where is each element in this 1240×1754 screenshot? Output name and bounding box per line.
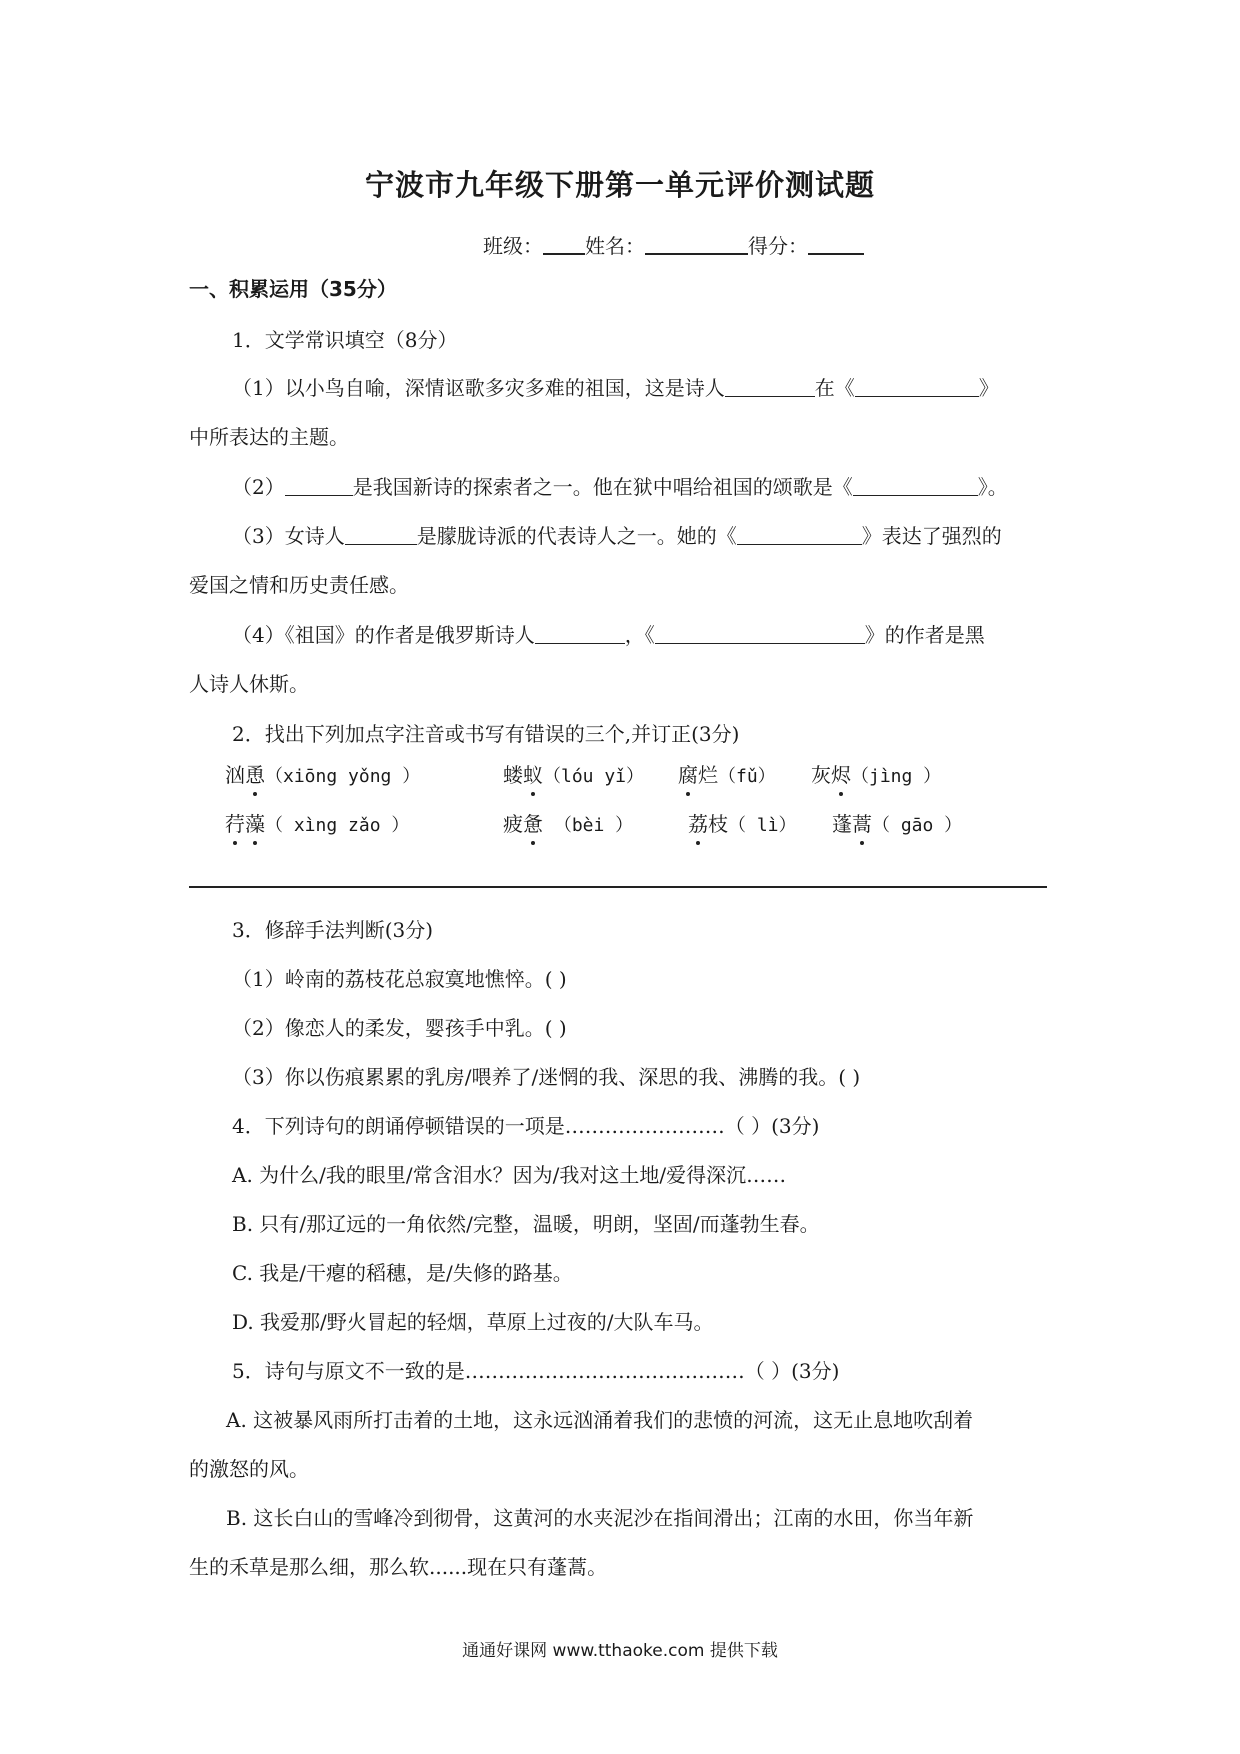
q2-dotted-char: 藻 bbox=[245, 812, 265, 836]
q3-item-2: （2）像恋人的柔发，婴孩手中乳。( ) bbox=[232, 1016, 567, 1040]
q2-item bbox=[503, 765, 644, 786]
q1-part3 bbox=[232, 526, 1002, 546]
q2-dotted-char: 腐 bbox=[678, 763, 698, 787]
q1-part4 bbox=[232, 625, 985, 645]
q2-char: 蝼 bbox=[503, 763, 523, 787]
q3-item-1: （1）岭南的荔枝花总寂寞地憔悴。( ) bbox=[232, 967, 567, 991]
q1-p2-text-b: 是我国新诗的探索者之一。他在狱中唱给祖国的颂歌是《 bbox=[352, 475, 853, 499]
q1-p3-text-b: 是朦胧诗派的代表诗人之一。她的《 bbox=[416, 524, 737, 548]
class-blank[interactable] bbox=[543, 233, 585, 255]
q4-option-a: A. 为什么/我的眼里/常含泪水？因为/我对这土地/爱得深沉…… bbox=[232, 1163, 787, 1187]
q4-option-d: D. 我爱那/野火冒起的轻烟，草原上过夜的/大队车马。 bbox=[232, 1310, 714, 1334]
q1-part2 bbox=[232, 477, 1008, 497]
q2-item bbox=[811, 765, 941, 786]
name-label: 姓名： bbox=[585, 234, 645, 258]
q2-dotted-char: 惫 bbox=[523, 812, 543, 836]
q2-item bbox=[678, 765, 776, 786]
q2-char: 烂 bbox=[698, 763, 718, 787]
q1-p1-poet-blank[interactable] bbox=[725, 378, 815, 397]
q2-item bbox=[832, 814, 962, 835]
q1-p2-text-a: （2） bbox=[232, 475, 285, 499]
q4-option-b: B. 只有/那辽远的一角依然/完整，温暖，明朗，坚固/而蓬勃生春。 bbox=[232, 1212, 820, 1236]
q2-stem: 2．找出下列加点字注音或书写有错误的三个,并订正(3分) bbox=[232, 722, 740, 746]
q1-part4-cont: 人诗人休斯。 bbox=[189, 672, 309, 696]
q1-p2-text-c: 》。 bbox=[977, 475, 1008, 499]
q2-pinyin: （xiōng yǒng ） bbox=[265, 766, 421, 787]
score-blank[interactable] bbox=[808, 233, 864, 255]
q2-pinyin: （jìng ） bbox=[851, 766, 942, 787]
q2-item bbox=[503, 814, 633, 835]
q2-item bbox=[225, 814, 409, 835]
q1-p4-poet-blank[interactable] bbox=[535, 625, 625, 644]
q2-char: 蓬 bbox=[832, 812, 852, 836]
q1-part1 bbox=[232, 378, 999, 398]
q2-char: 汹 bbox=[225, 763, 245, 787]
q1-p3-text-c: 》表达了强烈的 bbox=[861, 524, 1002, 548]
q2-pinyin: （bèi ） bbox=[543, 815, 634, 836]
q5-stem: 5．诗句与原文不一致的是……………………………………（ ）(3分) bbox=[232, 1359, 840, 1383]
q2-dotted-char: 恿 bbox=[245, 763, 265, 787]
q2-pinyin: （ xìng zǎo ） bbox=[265, 815, 410, 836]
q2-answer-line[interactable] bbox=[189, 886, 1047, 888]
section-heading: 一、积累运用（35分） bbox=[189, 277, 397, 301]
q1-part1-cont: 中所表达的主题。 bbox=[189, 425, 349, 449]
q1-p4-poem-blank[interactable] bbox=[655, 625, 865, 644]
q1-p1-text-a: （1）以小鸟自喻，深情讴歌多灾多难的祖国，这是诗人 bbox=[232, 376, 725, 400]
q1-p3-text-a: （3）女诗人 bbox=[232, 524, 345, 548]
q3-stem: 3．修辞手法判断(3分) bbox=[232, 918, 434, 942]
q1-p3-poet-blank[interactable] bbox=[345, 526, 417, 545]
q2-dotted-char: 荔 bbox=[688, 812, 708, 836]
q5-option-b-cont: 生的禾草是那么细，那么软......现在只有蓬蒿。 bbox=[189, 1555, 608, 1579]
q2-dotted-char: 蚁 bbox=[523, 763, 543, 787]
student-info-line bbox=[483, 230, 864, 259]
class-label: 班级： bbox=[483, 234, 543, 258]
q2-pinyin: （lóu yǐ） bbox=[543, 766, 645, 787]
q2-dotted-char: 荇 bbox=[225, 812, 245, 836]
q1-p1-poem-blank[interactable] bbox=[855, 378, 979, 397]
q1-p2-poet-blank[interactable] bbox=[285, 477, 353, 496]
q1-part3-cont: 爱国之情和历史责任感。 bbox=[189, 573, 409, 597]
page-title: 宁波市九年级下册第一单元评价测试题 bbox=[364, 168, 875, 202]
q3-item-3: （3）你以伤痕累累的乳房/喂养了/迷惘的我、深思的我、沸腾的我。( ) bbox=[232, 1065, 861, 1089]
q4-stem: 4．下列诗句的朗诵停顿错误的一项是……………………（ ）(3分) bbox=[232, 1114, 820, 1138]
q2-char: 灰 bbox=[811, 763, 831, 787]
q5-option-b: B. 这长白山的雪峰冷到彻骨，这黄河的水夹泥沙在指间滑出；江南的水田，你当年新 bbox=[226, 1506, 974, 1530]
q4-option-c: C. 我是/干瘪的稻穗，是/失修的路基。 bbox=[232, 1261, 573, 1285]
q1-p1-text-b: 在《 bbox=[814, 376, 855, 400]
q1-p4-text-b: ，《 bbox=[624, 623, 655, 647]
q2-item bbox=[225, 765, 420, 786]
q1-p1-text-c: 》 bbox=[978, 376, 999, 400]
q1-p4-text-c: 》的作者是黑 bbox=[864, 623, 985, 647]
q1-p3-poem-blank[interactable] bbox=[737, 526, 862, 545]
q5-option-a: A. 这被暴风雨所打击着的土地，这永远汹涌着我们的悲愤的河流，这无止息地吹刮着 bbox=[226, 1408, 974, 1432]
footer-source: 通通好课网 www.tthaoke.com 提供下载 bbox=[462, 1641, 778, 1661]
q2-char: 疲 bbox=[503, 812, 523, 836]
q2-pinyin: （ lì） bbox=[728, 815, 797, 836]
q1-p2-poem-blank[interactable] bbox=[853, 477, 978, 496]
score-label: 得分： bbox=[748, 234, 808, 258]
q1-stem: 1．文学常识填空（8分） bbox=[232, 328, 458, 352]
q2-char: 枝 bbox=[708, 812, 728, 836]
q2-dotted-char: 烬 bbox=[831, 763, 851, 787]
q2-pinyin: （fǔ） bbox=[718, 766, 776, 787]
q2-item bbox=[688, 814, 797, 835]
q2-dotted-char: 蒿 bbox=[852, 812, 872, 836]
q2-pinyin: （ gāo ） bbox=[872, 815, 963, 836]
name-blank[interactable] bbox=[645, 233, 748, 255]
q5-option-a-cont: 的激怒的风。 bbox=[189, 1457, 309, 1481]
q1-p4-text-a: （4）《祖国》的作者是俄罗斯诗人 bbox=[232, 623, 535, 647]
